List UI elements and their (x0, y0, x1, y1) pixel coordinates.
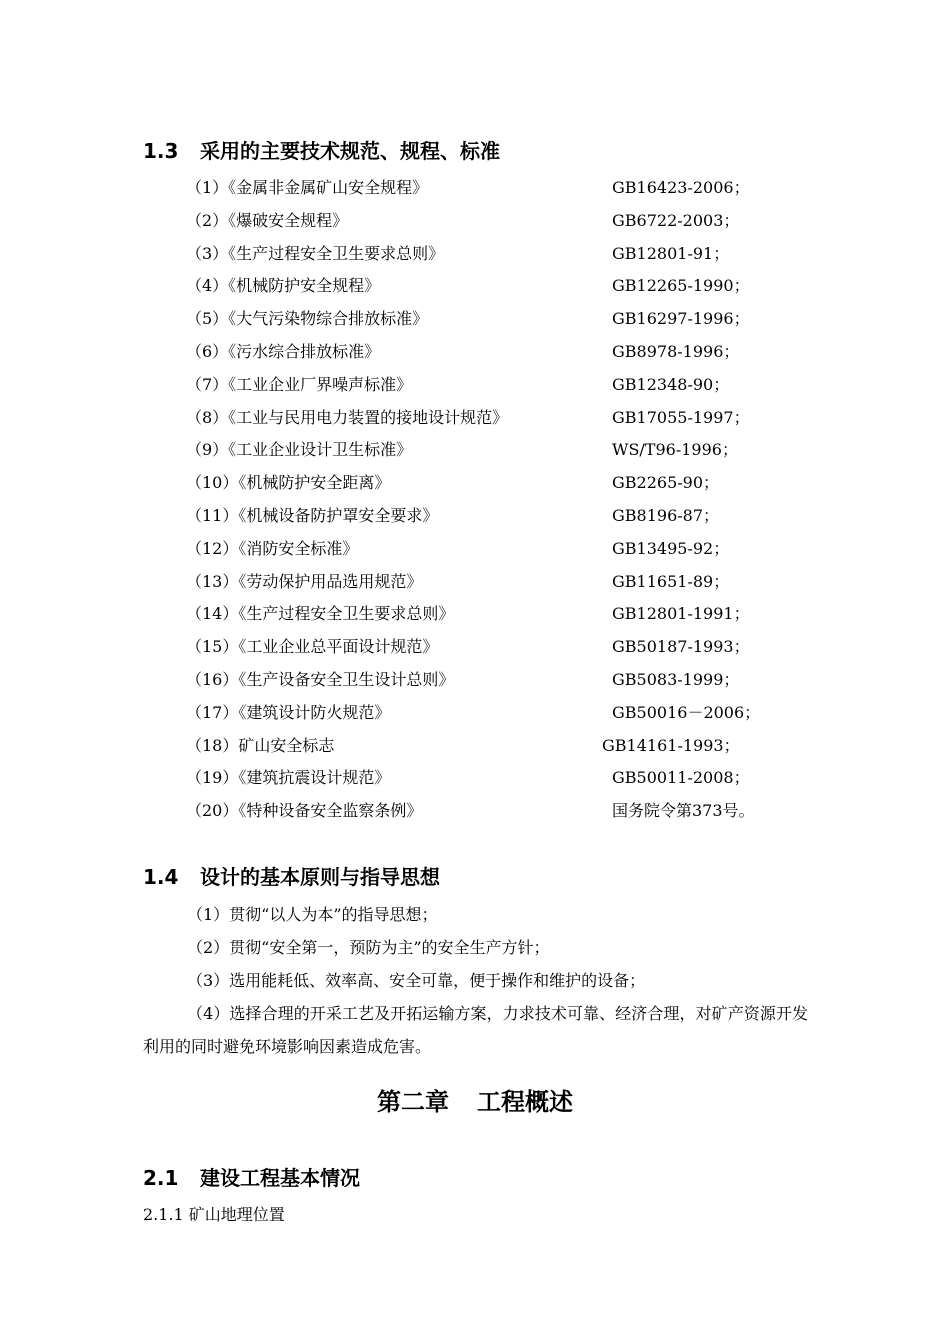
standards-list (186, 176, 826, 832)
principle-paragraph: （2）贯彻“安全第一，预防为主”的安全生产方针； (187, 938, 550, 957)
standard-code: GB11651-89； (612, 571, 730, 591)
standard-title: （12）《消防安全标准》 (186, 538, 359, 558)
list-item (186, 602, 826, 635)
standard-title: （18）矿山安全标志 (186, 735, 335, 755)
standard-title: （10）《机械防护安全距离》 (186, 473, 391, 493)
standard-code: GB12801-91； (612, 243, 730, 263)
standard-title: （9）《工业企业设计卫生标准》 (186, 440, 413, 460)
section-title: 设计的基本原则与指导思想 (200, 865, 440, 889)
standard-code: GB50187-1993； (612, 637, 750, 657)
list-item (186, 373, 826, 406)
list-item (186, 635, 826, 668)
list-item (186, 504, 826, 537)
standard-title: （3）《生产过程安全卫生要求总则》 (186, 243, 445, 263)
list-item (186, 242, 826, 275)
standard-title: （1）《金属非金属矿山安全规程》 (186, 178, 429, 197)
standard-code: GB12265-1990； (612, 276, 750, 296)
standard-title: （11）《机械设备防护罩安全要求》 (186, 505, 439, 525)
standard-code: GB12801-1991； (612, 604, 750, 624)
chapter-name: 工程概述 (477, 1088, 573, 1116)
standard-title: （2）《爆破安全规程》 (186, 210, 349, 230)
list-item (186, 668, 826, 701)
standard-title: （6）《污水综合排放标准》 (186, 341, 381, 361)
standard-title: （8）《工业与民用电力装置的接地设计规范》 (186, 407, 509, 427)
section-title: 建设工程基本情况 (200, 1166, 360, 1190)
list-item (186, 570, 826, 603)
standard-code: GB12348-90； (612, 374, 730, 394)
subsection-heading: 2.1.1 矿山地理位置 (143, 1205, 285, 1224)
section-number: 1.4 (143, 865, 179, 889)
list-item (186, 209, 826, 242)
standard-code: GB8978-1996； (612, 341, 740, 361)
standard-code: 国务院令第373号。 (612, 801, 755, 821)
standard-title: （13）《劳动保护用品选用规范》 (186, 571, 423, 591)
principles-body (143, 898, 808, 1063)
standard-title: （14）《生产过程安全卫生要求总则》 (186, 604, 455, 624)
standard-code: WS/T96-1996； (612, 440, 738, 460)
list-item (186, 701, 826, 734)
list-item (186, 274, 826, 307)
standard-code: GB16423-2006； (612, 178, 750, 197)
principle-paragraph: （3）选用能耗低、效率高、安全可靠，便于操作和维护的设备； (187, 971, 646, 990)
standard-code: GB50011-2008； (612, 768, 750, 788)
list-item (186, 176, 826, 209)
list-item (186, 340, 826, 373)
section-number: 1.3 (143, 139, 179, 163)
standard-code: GB5083-1999； (612, 669, 740, 689)
chapter-title (0, 1082, 950, 1117)
standard-title: （7）《工业企业厂界噪声标准》 (186, 374, 413, 394)
section-heading-1-3 (143, 135, 500, 164)
standard-code: GB8196-87； (612, 505, 720, 525)
standard-code: GB16297-1996； (612, 309, 750, 329)
standard-code: GB2265-90； (612, 473, 720, 493)
chapter-label: 第二章 (377, 1088, 449, 1116)
list-item (186, 799, 826, 832)
list-item (186, 734, 826, 767)
list-item (186, 438, 826, 471)
section-heading-1-4 (143, 861, 440, 890)
standard-title: （17）《建筑设计防火规范》 (186, 702, 391, 722)
standard-title: （20）《特种设备安全监察条例》 (186, 801, 423, 821)
standard-title: （15）《工业企业总平面设计规范》 (186, 637, 439, 657)
standard-title: （16）《生产设备安全卫生设计总则》 (186, 669, 455, 689)
standard-title: （4）《机械防护安全规程》 (186, 276, 381, 296)
section-heading-2-1 (143, 1162, 360, 1191)
list-item (186, 766, 826, 799)
section-title: 采用的主要技术规范、规程、标准 (200, 139, 500, 163)
standard-code: GB14161-1993； (602, 735, 740, 755)
standard-title: （5）《大气污染物综合排放标准》 (186, 309, 429, 329)
standard-code: GB13495-92； (612, 538, 730, 558)
section-number: 2.1 (143, 1166, 179, 1190)
list-item (186, 406, 826, 439)
list-item (186, 471, 826, 504)
standard-code: GB50016－2006； (612, 702, 761, 722)
list-item (186, 307, 826, 340)
standard-code: GB6722-2003； (612, 210, 740, 230)
principle-paragraph: （4）选择合理的开采工艺及开拓运输方案，力求技术可靠、经济合理，对矿产资源开发利用的同时避免环境影响因素造成危害。 (143, 1004, 808, 1056)
standard-code: GB17055-1997； (612, 407, 750, 427)
principle-paragraph: （1）贯彻“以人为本”的指导思想； (187, 905, 438, 924)
standard-title: （19）《建筑抗震设计规范》 (186, 768, 391, 788)
list-item (186, 537, 826, 570)
